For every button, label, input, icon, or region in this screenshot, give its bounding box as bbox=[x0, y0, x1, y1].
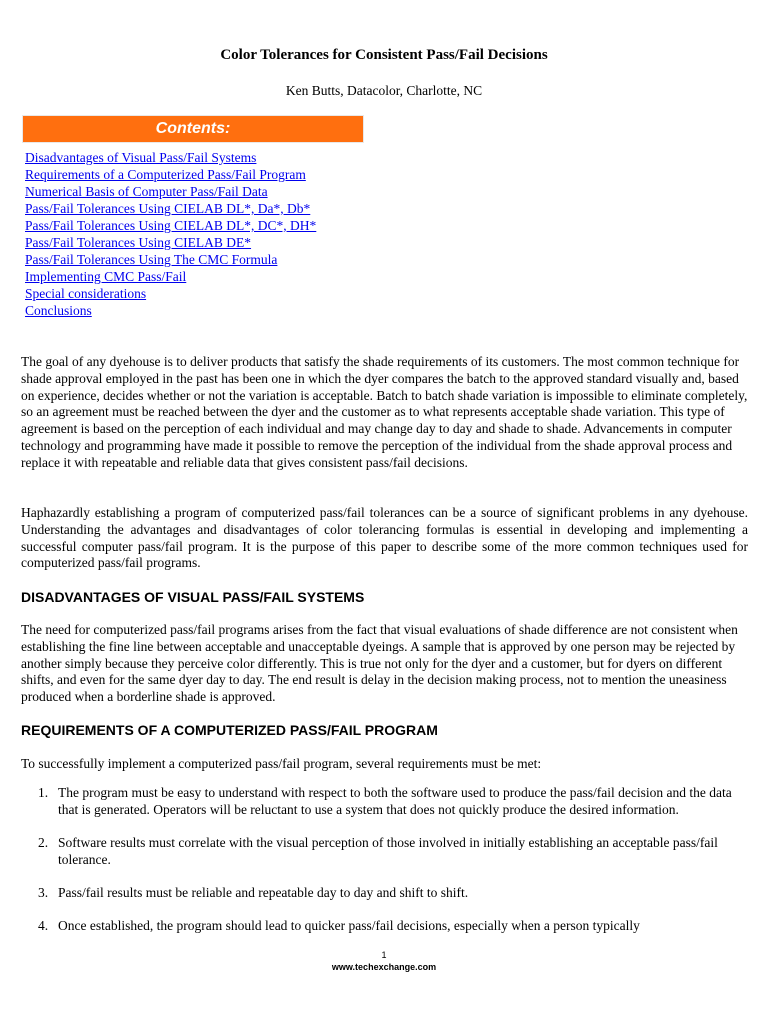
list-item-text: Software results must correlate with the visual perception of those involved in initially establishing an acceptable pass/fail tolerance. bbox=[58, 835, 718, 867]
toc-link-numerical-basis[interactable]: Numerical Basis of Computer Pass/Fail Data bbox=[25, 184, 268, 199]
toc-link-cielab-dadb[interactable]: Pass/Fail Tolerances Using CIELAB DL*, Da*, Db* bbox=[25, 201, 311, 216]
toc-item bbox=[25, 268, 316, 285]
toc-link-disadvantages[interactable]: Disadvantages of Visual Pass/Fail Systems bbox=[25, 150, 257, 165]
toc-link-conclusions[interactable]: Conclusions bbox=[25, 303, 92, 318]
section-heading-disadvantages: DISADVANTAGES OF VISUAL PASS/FAIL SYSTEMS bbox=[21, 589, 365, 605]
toc-item bbox=[25, 217, 316, 234]
page-number: 1 bbox=[381, 950, 387, 960]
requirements-list bbox=[38, 784, 748, 934]
section-heading-requirements: REQUIREMENTS OF A COMPUTERIZED PASS/FAIL PROGRAM bbox=[21, 722, 438, 738]
toc-link-cielab-dcdh[interactable]: Pass/Fail Tolerances Using CIELAB DL*, DC*, DH* bbox=[25, 218, 317, 233]
intro-paragraph-2: Haphazardly establishing a program of computerized pass/fail tolerances can be a source of significant problems in any dyehouse. Understanding the advantages and disadvantages of color tolerancing formulas is essential in developing and implementing a successful computer pass/fail program. It is the purpose of this paper to describe some of the more common techniques used for computerized pass/fail programs. bbox=[21, 505, 748, 571]
contents-header-bar bbox=[22, 115, 364, 143]
intro-paragraph-1: The goal of any dyehouse is to deliver products that satisfy the shade requirements of its customers. The most common technique for shade approval employed in the past has been one in which the dyer compares the batch to the approved standard visually and, based on experience, decides whether or not the variation is acceptable. Batch to batch shade variation is impossible to eliminate completely, so an agreement must be reached between the dyer and the customer as to what represents acceptable shade variation. This type of agreement is based on the perception of each individual and may change day to day and shade to shade. Advancements in computer technology and programming have made it possible to remove the perception of the individual from the shade approval process and replace it with repeatable and reliable data that gives consistent pass/fail decisions. bbox=[21, 354, 748, 470]
list-item bbox=[38, 884, 748, 901]
toc-link-implementing-cmc[interactable]: Implementing CMC Pass/Fail bbox=[25, 269, 187, 284]
toc-link-requirements[interactable]: Requirements of a Computerized Pass/Fail Program bbox=[25, 167, 306, 182]
toc-item bbox=[25, 234, 316, 251]
table-of-contents bbox=[25, 149, 316, 319]
list-item-number: 1. bbox=[38, 785, 49, 800]
toc-item bbox=[25, 302, 316, 319]
list-item-text: The program must be easy to understand with respect to both the software used to produce the pass/fail decision and the data that is generated. Operators will be reluctant to use a system that does not quickly produce the desired information. bbox=[58, 785, 732, 817]
toc-item bbox=[25, 149, 316, 166]
list-item-text: Once established, the program should lead to quicker pass/fail decisions, especially when a person typically bbox=[58, 918, 640, 933]
toc-item bbox=[25, 285, 316, 302]
list-item-text: Pass/fail results must be reliable and repeatable day to day and shift to shift. bbox=[58, 885, 469, 900]
list-item-number: 4. bbox=[38, 918, 49, 933]
toc-link-special-considerations[interactable]: Special considerations bbox=[25, 286, 147, 301]
author-line: Ken Butts, Datacolor, Charlotte, NC bbox=[285, 83, 483, 98]
list-item bbox=[38, 784, 748, 818]
toc-link-cmc-formula[interactable]: Pass/Fail Tolerances Using The CMC Formula bbox=[25, 252, 278, 267]
toc-item bbox=[25, 183, 316, 200]
footer-url: www.techexchange.com bbox=[331, 962, 437, 972]
toc-item bbox=[25, 166, 316, 183]
document-title: Color Tolerances for Consistent Pass/Fail Decisions bbox=[220, 47, 548, 63]
toc-link-cielab-de[interactable]: Pass/Fail Tolerances Using CIELAB DE* bbox=[25, 235, 252, 250]
contents-heading: Contents: bbox=[155, 120, 231, 137]
toc-item bbox=[25, 251, 316, 268]
list-item bbox=[38, 917, 748, 934]
requirements-intro: To successfully implement a computerized pass/fail program, several requirements must be met: bbox=[21, 756, 542, 771]
list-item-number: 3. bbox=[38, 885, 49, 900]
list-item bbox=[38, 834, 748, 868]
disadvantages-paragraph: The need for computerized pass/fail programs arises from the fact that visual evaluations of shade difference are not consistent when establishing the fine line between acceptable and unacceptable dyeings. A sample that is approved by one person may be rejected by another simply because they perceive color differently. This is true not only for the dyer and a customer, but for dyers on different shifts, and even for the same dyer day to day. The end result is delay in the decision making process, not to mention the uneasiness produced when a borderline shade is approved. bbox=[21, 622, 738, 705]
toc-item bbox=[25, 200, 316, 217]
list-item-number: 2. bbox=[38, 835, 49, 850]
